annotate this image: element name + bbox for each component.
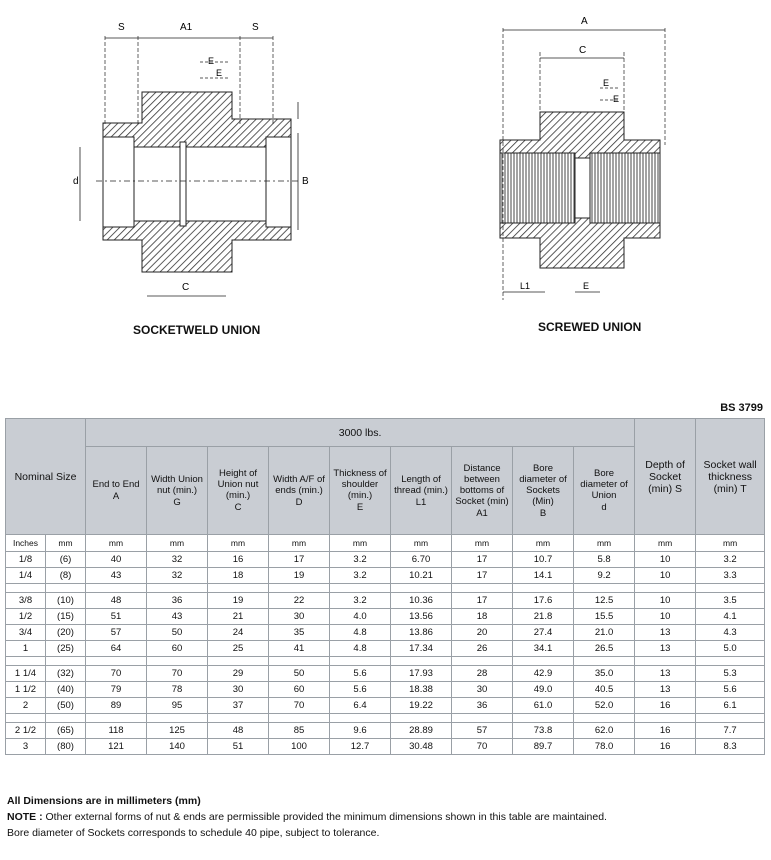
size-mm-cell: (40): [46, 682, 86, 698]
dimension-cell: 17: [452, 593, 513, 609]
dimension-cell: 85: [269, 723, 330, 739]
dimension-cell: 52.0: [574, 698, 635, 714]
column-letter: G: [173, 496, 181, 508]
unit-mm: mm: [86, 535, 147, 552]
unit-mm: mm: [391, 535, 452, 552]
column-header: [269, 447, 330, 535]
column-label: Socket wall thickness (min): [703, 458, 757, 495]
socketweld-label-e-inner: E: [216, 68, 223, 78]
dimension-cell: 60: [269, 682, 330, 698]
dimension-cell: 50: [269, 666, 330, 682]
socketweld-label-s-left: S: [118, 22, 125, 33]
dimension-cell: 125: [147, 723, 208, 739]
screwed-caption: SCREWED UNION: [538, 320, 642, 334]
dimension-cell: 3.2: [330, 593, 391, 609]
technical-drawings: [0, 0, 771, 350]
table-row: [6, 568, 765, 584]
dimension-cell: 21: [208, 609, 269, 625]
dimension-cell: 17: [269, 552, 330, 568]
dimension-cell: 10: [635, 593, 696, 609]
screwed-label-a: A: [581, 16, 588, 27]
size-mm-cell: (15): [46, 609, 86, 625]
dimension-cell: 95: [147, 698, 208, 714]
table-row: [6, 641, 765, 657]
dimension-cell: 57: [86, 625, 147, 641]
dimension-cell: 32: [147, 552, 208, 568]
dimension-cell: 5.3: [696, 666, 765, 682]
size-inches-cell: 1/8: [6, 552, 46, 568]
dimension-cell: 3.2: [330, 568, 391, 584]
dimension-cell: 70: [452, 739, 513, 755]
screwed-label-l1: L1: [520, 281, 531, 291]
dimension-cell: 17.6: [513, 593, 574, 609]
dimension-cell: 24: [208, 625, 269, 641]
size-inches-cell: 3/8: [6, 593, 46, 609]
dimension-cell: 13.86: [391, 625, 452, 641]
column-header: [330, 447, 391, 535]
dimension-cell: 8.3: [696, 739, 765, 755]
dimension-cell: 28: [452, 666, 513, 682]
dimension-cell: 15.5: [574, 609, 635, 625]
screwed-label-e-top2: E: [613, 94, 620, 104]
dimension-cell: 10: [635, 568, 696, 584]
size-mm-cell: (65): [46, 723, 86, 739]
dimension-cell: 43: [147, 609, 208, 625]
socketweld-label-b: B: [302, 176, 309, 187]
dimension-cell: 48: [208, 723, 269, 739]
size-inches-cell: 2 1/2: [6, 723, 46, 739]
dimension-cell: 13: [635, 666, 696, 682]
size-inches-cell: 1/2: [6, 609, 46, 625]
dimension-cell: 140: [147, 739, 208, 755]
dimension-cell: 32: [147, 568, 208, 584]
size-mm-cell: (32): [46, 666, 86, 682]
size-mm-cell: (50): [46, 698, 86, 714]
dimension-cell: 20: [452, 625, 513, 641]
dimension-cell: 49.0: [513, 682, 574, 698]
size-mm-cell: (80): [46, 739, 86, 755]
dimension-cell: 17: [452, 568, 513, 584]
dimension-cell: 62.0: [574, 723, 635, 739]
socketweld-label-s-right: S: [252, 22, 259, 33]
dimension-cell: 64: [86, 641, 147, 657]
screwed-label-e-bottom: E: [583, 281, 590, 291]
socketweld-caption: SOCKETWELD UNION: [133, 323, 261, 337]
dimension-cell: 18: [208, 568, 269, 584]
dimensions-table: [5, 418, 765, 755]
unit-mm: mm: [635, 535, 696, 552]
dimension-cell: 28.89: [391, 723, 452, 739]
dimension-cell: 9.2: [574, 568, 635, 584]
dimension-cell: 16: [635, 698, 696, 714]
column-label: Thickness of shoulder (min.): [333, 468, 387, 501]
column-letter: S: [675, 482, 683, 495]
dimension-cell: 4.8: [330, 625, 391, 641]
dimension-cell: 26: [452, 641, 513, 657]
column-header: [86, 447, 147, 535]
table-row: [6, 593, 765, 609]
dimension-cell: 3.5: [696, 593, 765, 609]
dimension-cell: 57: [452, 723, 513, 739]
size-mm-cell: (8): [46, 568, 86, 584]
dimension-cell: 34.1: [513, 641, 574, 657]
column-header: [452, 447, 513, 535]
column-letter: A1: [476, 507, 488, 519]
dimension-cell: 18: [452, 609, 513, 625]
unit-mm: mm: [574, 535, 635, 552]
column-label: Height of Union nut (min.): [217, 468, 259, 501]
screwed-label-c: C: [579, 45, 587, 56]
column-header: [513, 447, 574, 535]
unit-mm: mm: [330, 535, 391, 552]
size-inches-cell: 1: [6, 641, 46, 657]
dimension-cell: 35.0: [574, 666, 635, 682]
note-text: Other external forms of nut & ends are permissible provided the minimum dimensions shown in this table are maintained.: [45, 811, 607, 823]
note-label: NOTE :: [7, 811, 43, 823]
dimension-cell: 10: [635, 609, 696, 625]
dimension-cell: 6.4: [330, 698, 391, 714]
dimension-cell: 5.6: [330, 666, 391, 682]
standard-label: BS 3799: [720, 402, 763, 414]
screwed-left-thread: [500, 153, 575, 223]
table-row: [6, 698, 765, 714]
socketweld-label-e-outer: E: [208, 56, 215, 66]
dimension-cell: 40: [86, 552, 147, 568]
dimension-cell: 70: [147, 666, 208, 682]
group-spacer: [6, 714, 765, 723]
size-inches-cell: 1/4: [6, 568, 46, 584]
column-letter: A: [112, 491, 120, 502]
dimension-cell: 10.21: [391, 568, 452, 584]
column-header: [208, 447, 269, 535]
dimension-cell: 35: [269, 625, 330, 641]
dimension-cell: 19: [269, 568, 330, 584]
dimension-cell: 4.8: [330, 641, 391, 657]
column-letter: L1: [415, 496, 427, 508]
dimension-cell: 17.34: [391, 641, 452, 657]
dimension-cell: 78: [147, 682, 208, 698]
dimension-cell: 37: [208, 698, 269, 714]
pressure-class-header: 3000 lbs.: [86, 419, 635, 447]
column-label: Bore diameter of Sockets (Min): [519, 462, 567, 507]
dimension-cell: 3.3: [696, 568, 765, 584]
dimension-cell: 21.8: [513, 609, 574, 625]
dimension-cell: 13.56: [391, 609, 452, 625]
dimension-cell: 10.7: [513, 552, 574, 568]
dimension-cell: 5.8: [574, 552, 635, 568]
dimension-cell: 19.22: [391, 698, 452, 714]
dimension-cell: 19: [208, 593, 269, 609]
table-row: [6, 739, 765, 755]
column-letter: E: [356, 502, 364, 513]
dimension-cell: 21.0: [574, 625, 635, 641]
dimension-cell: 12.5: [574, 593, 635, 609]
table-row: [6, 625, 765, 641]
unit-mm: mm: [147, 535, 208, 552]
table-row: [6, 552, 765, 568]
dimension-cell: 36: [147, 593, 208, 609]
dimension-cell: 18.38: [391, 682, 452, 698]
dimension-cell: 13: [635, 625, 696, 641]
socketweld-label-d: d: [73, 176, 79, 187]
column-label: Width Union nut (min.): [151, 473, 203, 496]
dimension-cell: 12.7: [330, 739, 391, 755]
dimension-cell: 51: [86, 609, 147, 625]
column-letter: D: [295, 496, 303, 508]
dimensions-table-body: [6, 552, 765, 755]
dimension-cell: 121: [86, 739, 147, 755]
dimension-cell: 40.5: [574, 682, 635, 698]
dimension-cell: 42.9: [513, 666, 574, 682]
group-spacer: [6, 657, 765, 666]
dimension-cell: 5.6: [330, 682, 391, 698]
dimension-cell: 14.1: [513, 568, 574, 584]
dimension-cell: 16: [635, 739, 696, 755]
dimension-cell: 3.2: [330, 552, 391, 568]
table-row: [6, 682, 765, 698]
bore-note: Bore diameter of Sockets corresponds to schedule 40 pipe, subject to tolerance.: [7, 827, 380, 839]
size-inches-cell: 3/4: [6, 625, 46, 641]
dimension-cell: 89: [86, 698, 147, 714]
dimension-cell: 30: [269, 609, 330, 625]
units-note: All Dimensions are in millimeters (mm): [7, 795, 201, 807]
dimension-cell: 70: [269, 698, 330, 714]
dimension-cell: 30.48: [391, 739, 452, 755]
unit-mm: mm: [452, 535, 513, 552]
dimension-cell: 22: [269, 593, 330, 609]
group-spacer: [6, 584, 765, 593]
dimension-cell: 30: [452, 682, 513, 698]
dimension-cell: 78.0: [574, 739, 635, 755]
size-inches-cell: 3: [6, 739, 46, 755]
unit-mm: mm: [696, 535, 765, 552]
unit-inches: Inches: [6, 535, 46, 552]
dimension-cell: 61.0: [513, 698, 574, 714]
notes-block: [7, 793, 607, 841]
general-note: [7, 809, 607, 825]
socketweld-nut-gap: [180, 142, 186, 226]
dimension-cell: 26.5: [574, 641, 635, 657]
size-inches-cell: 1 1/2: [6, 682, 46, 698]
socketweld-left-socket: [103, 137, 134, 227]
table-row: [6, 723, 765, 739]
socketweld-label-a1: A1: [180, 22, 193, 33]
column-label: Distance between bottoms of Socket (min): [455, 462, 509, 507]
column-header: [391, 447, 452, 535]
dimension-cell: 17: [452, 552, 513, 568]
dimension-cell: 10: [635, 552, 696, 568]
socketweld-union-drawing: [80, 36, 300, 296]
column-label: End to End: [92, 479, 140, 490]
dimension-cell: 3.2: [696, 552, 765, 568]
dimension-cell: 27.4: [513, 625, 574, 641]
dimension-cell: 7.7: [696, 723, 765, 739]
size-inches-cell: 2: [6, 698, 46, 714]
dimension-cell: 29: [208, 666, 269, 682]
dimension-cell: 6.1: [696, 698, 765, 714]
dimension-cell: 10.36: [391, 593, 452, 609]
dimension-cell: 13: [635, 641, 696, 657]
dimension-cell: 89.7: [513, 739, 574, 755]
dimension-cell: 51: [208, 739, 269, 755]
column-header: [574, 447, 635, 535]
unit-mm: mm: [46, 535, 86, 552]
socketweld-bore: [134, 147, 266, 221]
screwed-right-thread: [590, 153, 660, 223]
dimension-cell: 30: [208, 682, 269, 698]
size-inches-cell: 1 1/4: [6, 666, 46, 682]
nominal-size-header: Nominal Size: [6, 419, 86, 535]
screwed-bore: [575, 158, 590, 218]
dimension-cell: 73.8: [513, 723, 574, 739]
dimension-cell: 41: [269, 641, 330, 657]
dimension-cell: 6.70: [391, 552, 452, 568]
dimension-cell: 48: [86, 593, 147, 609]
size-mm-cell: (6): [46, 552, 86, 568]
column-header: [696, 419, 765, 535]
dimension-cell: 16: [635, 723, 696, 739]
column-letter: C: [234, 502, 242, 513]
dimension-cell: 13: [635, 682, 696, 698]
dimension-cell: 118: [86, 723, 147, 739]
dimension-cell: 5.0: [696, 641, 765, 657]
column-header: [147, 447, 208, 535]
unit-mm: mm: [513, 535, 574, 552]
column-letter: T: [740, 482, 747, 495]
dimension-cell: 100: [269, 739, 330, 755]
dimension-cell: 17.93: [391, 666, 452, 682]
dimension-cell: 79: [86, 682, 147, 698]
column-letter: d: [601, 502, 607, 513]
size-mm-cell: (10): [46, 593, 86, 609]
column-label: Length of thread (min.): [394, 473, 448, 496]
column-label: Width A/F of ends (min.): [273, 473, 325, 496]
table-row: [6, 609, 765, 625]
dimension-cell: 9.6: [330, 723, 391, 739]
screwed-label-e-top1: E: [603, 78, 610, 88]
column-letter: B: [539, 507, 547, 519]
column-label: Depth of Socket (min): [645, 458, 685, 495]
dimension-cell: 25: [208, 641, 269, 657]
dimension-cell: 36: [452, 698, 513, 714]
dimension-cell: 4.0: [330, 609, 391, 625]
screwed-union-drawing: [500, 28, 665, 300]
dimension-cell: 50: [147, 625, 208, 641]
dimension-cell: 60: [147, 641, 208, 657]
dimension-cell: 4.3: [696, 625, 765, 641]
size-mm-cell: (20): [46, 625, 86, 641]
dimension-cell: 16: [208, 552, 269, 568]
socketweld-right-socket: [266, 137, 291, 227]
size-mm-cell: (25): [46, 641, 86, 657]
dimension-cell: 5.6: [696, 682, 765, 698]
dimension-cell: 70: [86, 666, 147, 682]
dimension-cell: 43: [86, 568, 147, 584]
dimension-cell: 4.1: [696, 609, 765, 625]
unit-mm: mm: [269, 535, 330, 552]
unit-mm: mm: [208, 535, 269, 552]
socketweld-label-c: C: [182, 282, 190, 293]
column-header: [635, 419, 696, 535]
column-label: Bore diameter of Union: [580, 468, 628, 501]
table-row: [6, 666, 765, 682]
